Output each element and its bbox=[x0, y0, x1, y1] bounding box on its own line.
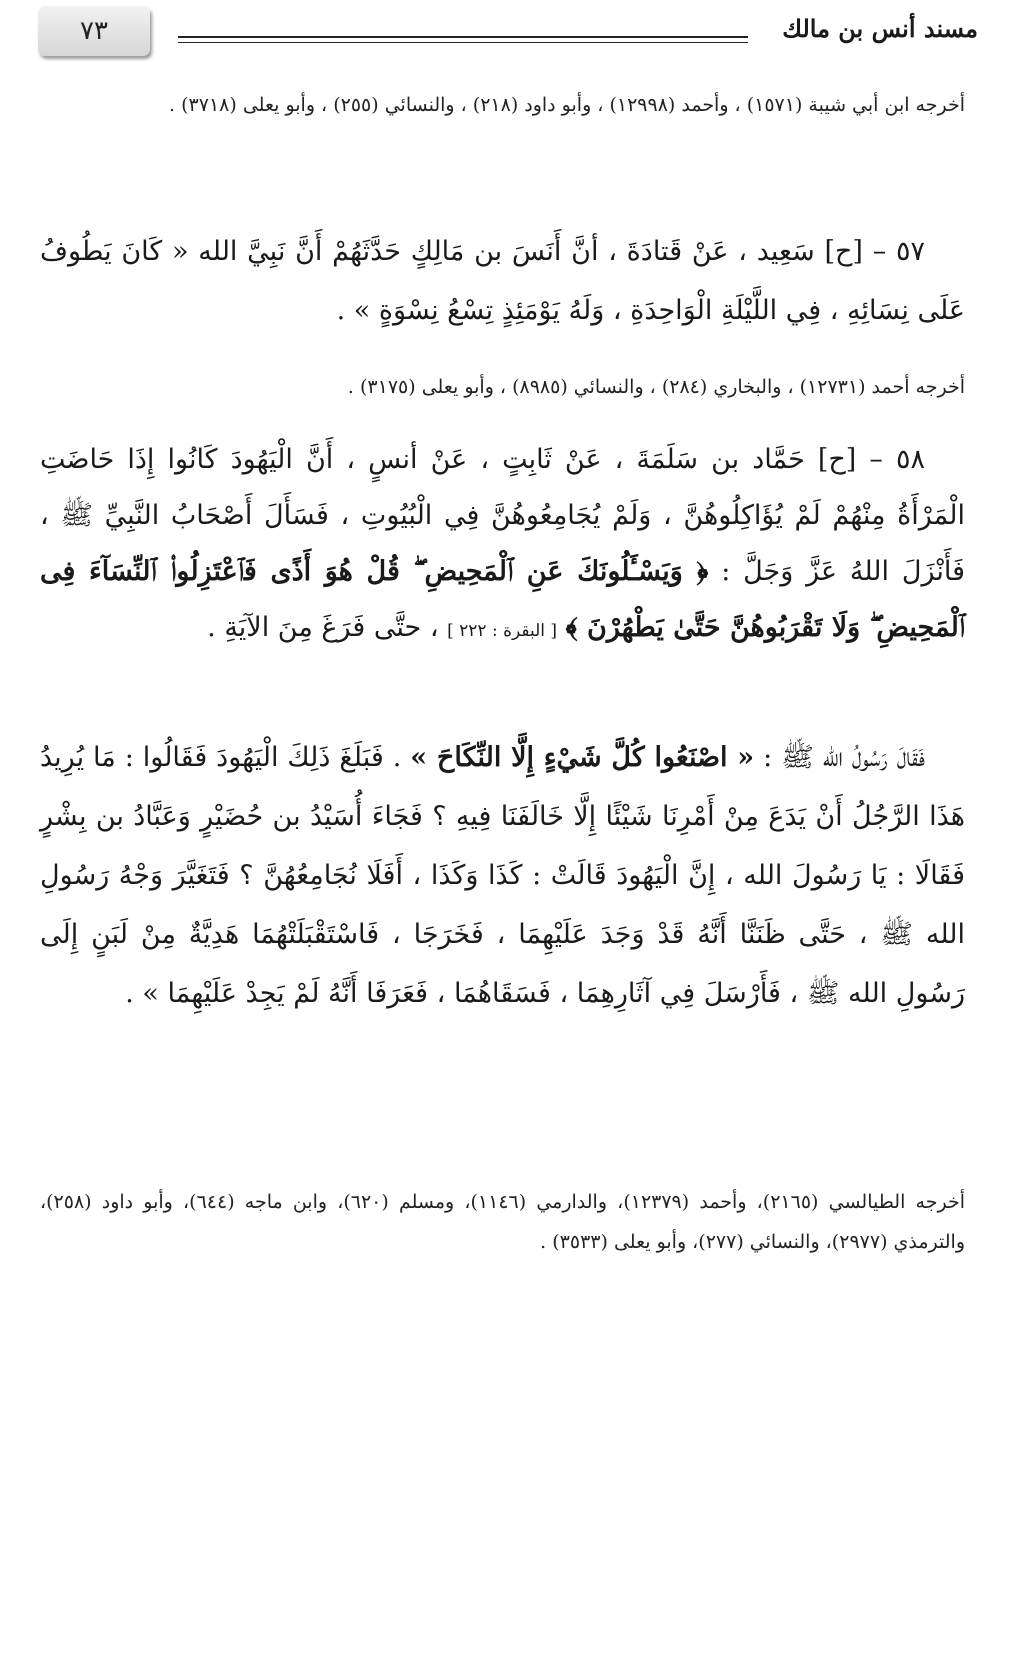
header-rule bbox=[178, 36, 748, 38]
hadith-58-continued bbox=[40, 728, 965, 1023]
page-number-tab: ٧٣ bbox=[38, 6, 150, 56]
quran-verse: ﴿ وَيَسْـَٔلُونَكَ عَنِ ٱلْمَحِيضِ ۖ قُلْ هُوَ أَذًى فَٱعْتَزِلُوا۟ ٱلنِّسَآءَ فِى ٱلْمَحِيضِ ۖ وَلَا تَقْرَبُوهُنَّ حَتَّىٰ يَطْهُرْنَ ﴾ bbox=[40, 556, 965, 643]
hadith-57 bbox=[40, 222, 965, 340]
header-rule-thin bbox=[178, 42, 748, 43]
hadith-text-b: ، حتَّى فَرَغَ مِنَ الآيَةِ . bbox=[207, 612, 439, 643]
hadith-chain: [ح] سَعِيد ، عَنْ قَتادَةَ ، أنَّ أَنَسَ بن مَالِكٍ حَدَّثَهُمْ أَنَّ نَبِيَّ الله bbox=[198, 236, 863, 267]
hadith-number: ٥٨ – bbox=[869, 444, 925, 475]
takhrij-57: أخرجه أحمد (١٢٧٣١) ، والبخاري (٢٨٤) ، والنسائي (٨٩٨٥) ، وأبو يعلى (٣١٧٥) . bbox=[347, 376, 965, 398]
hadith-text-a: [ح] حَمَّاد بن سَلَمَةَ ، عَنْ ثَابِتٍ ، عَنْ أنسٍ ، أَنَّ الْيَهُودَ كَانُوا إِذَا حَاضَتِ الْمَرْأَةُ مِنْهُمْ لَمْ يُؤَاكِلُوهُنَّ ، وَلَمْ يُجَامِعُوهُنَّ فِي الْبُيُوتِ ، فَسَأَلَ أَصْحَابُ النَّبِيِّ ﷺ ، فَأَنْزَلَ اللهُ عَزَّ وَجَلَّ : bbox=[40, 444, 965, 587]
hadith-number: ٥٧ – bbox=[872, 236, 925, 267]
verse-reference: [ البقرة : ٢٢٢ ] bbox=[447, 621, 558, 641]
hadith-p2-start: فَقَالَ رَسُولُ الله ﷺ : bbox=[763, 742, 925, 773]
takhrij-58: أخرجه الطيالسي (٢١٦٥)، وأحمد (١٢٣٧٩)، والدارمي (١١٤٦)، ومسلم (٦٢٠)، وابن ماجه (٦٤٤)، وأبو داود (٢٥٨)، والترمذي (٢٩٧٧)، والنسائي (٢٧٧)، وأبو يعلى (٣٥٣٣) . bbox=[40, 1191, 965, 1253]
hadith-p2-rest: . فَبَلَغَ ذَلِكَ الْيَهُودَ فَقَالُوا : مَا يُرِيدُ هَذَا الرَّجُلُ أَنْ يَدَعَ مِنْ أَمْرِنَا شَيْئًا إِلَّا خَالَفَنَا فِيهِ ؟ فَجَاءَ أُسَيْدُ بن حُضَيْرٍ وَعَبَّادُ بن بِشْرٍ فَقَالَا : يَا رَسُولَ الله ، إِنَّ الْيَهُودَ قَالَتْ : كَذَا وَكَذَا ، أَفَلَا نُجَامِعُهُنَّ ؟ فَتَغَيَّرَ وَجْهُ رَسُولِ الله ﷺ ، حَتَّى ظَنَنَّا أَنَّهُ قَدْ وَجَدَ عَلَيْهِمَا ، فَخَرَجَا ، فَاسْتَقْبَلَتْهُمَا هَدِيَّةٌ مِنْ لَبَنٍ إِلَى رَسُولِ الله ﷺ ، فَأَرْسَلَ فِي آثَارِهِمَا ، فَسَقَاهُمَا ، فَعَرَفَا أَنَّهُ لَمْ يَجِدْ عَلَيْهِمَا » . bbox=[40, 742, 965, 1009]
footnote-takhrij-prev: أخرجه ابن أبي شيبة (١٥٧١) ، وأحمد (١٢٩٩٨) ، وأبو داود (٢١٨) ، والنسائي (٢٥٥) ، وأبو يعلى (٣٧١٨) . bbox=[169, 94, 965, 116]
hadith-58 bbox=[40, 432, 965, 659]
page-header bbox=[38, 6, 978, 64]
prophet-quote: « اصْنَعُوا كُلَّ شَيْءٍ إِلَّا النِّكَاحَ » bbox=[410, 742, 755, 773]
running-title: مسند أنس بن مالك bbox=[782, 14, 978, 43]
hadith-matn: « كَانَ يَطُوفُ عَلَى نِسَائِهِ ، فِي اللَّيْلَةِ الْوَاحِدَةِ ، وَلَهُ يَوْمَئِذٍ تِسْعُ نِسْوَةٍ » . bbox=[40, 236, 965, 326]
